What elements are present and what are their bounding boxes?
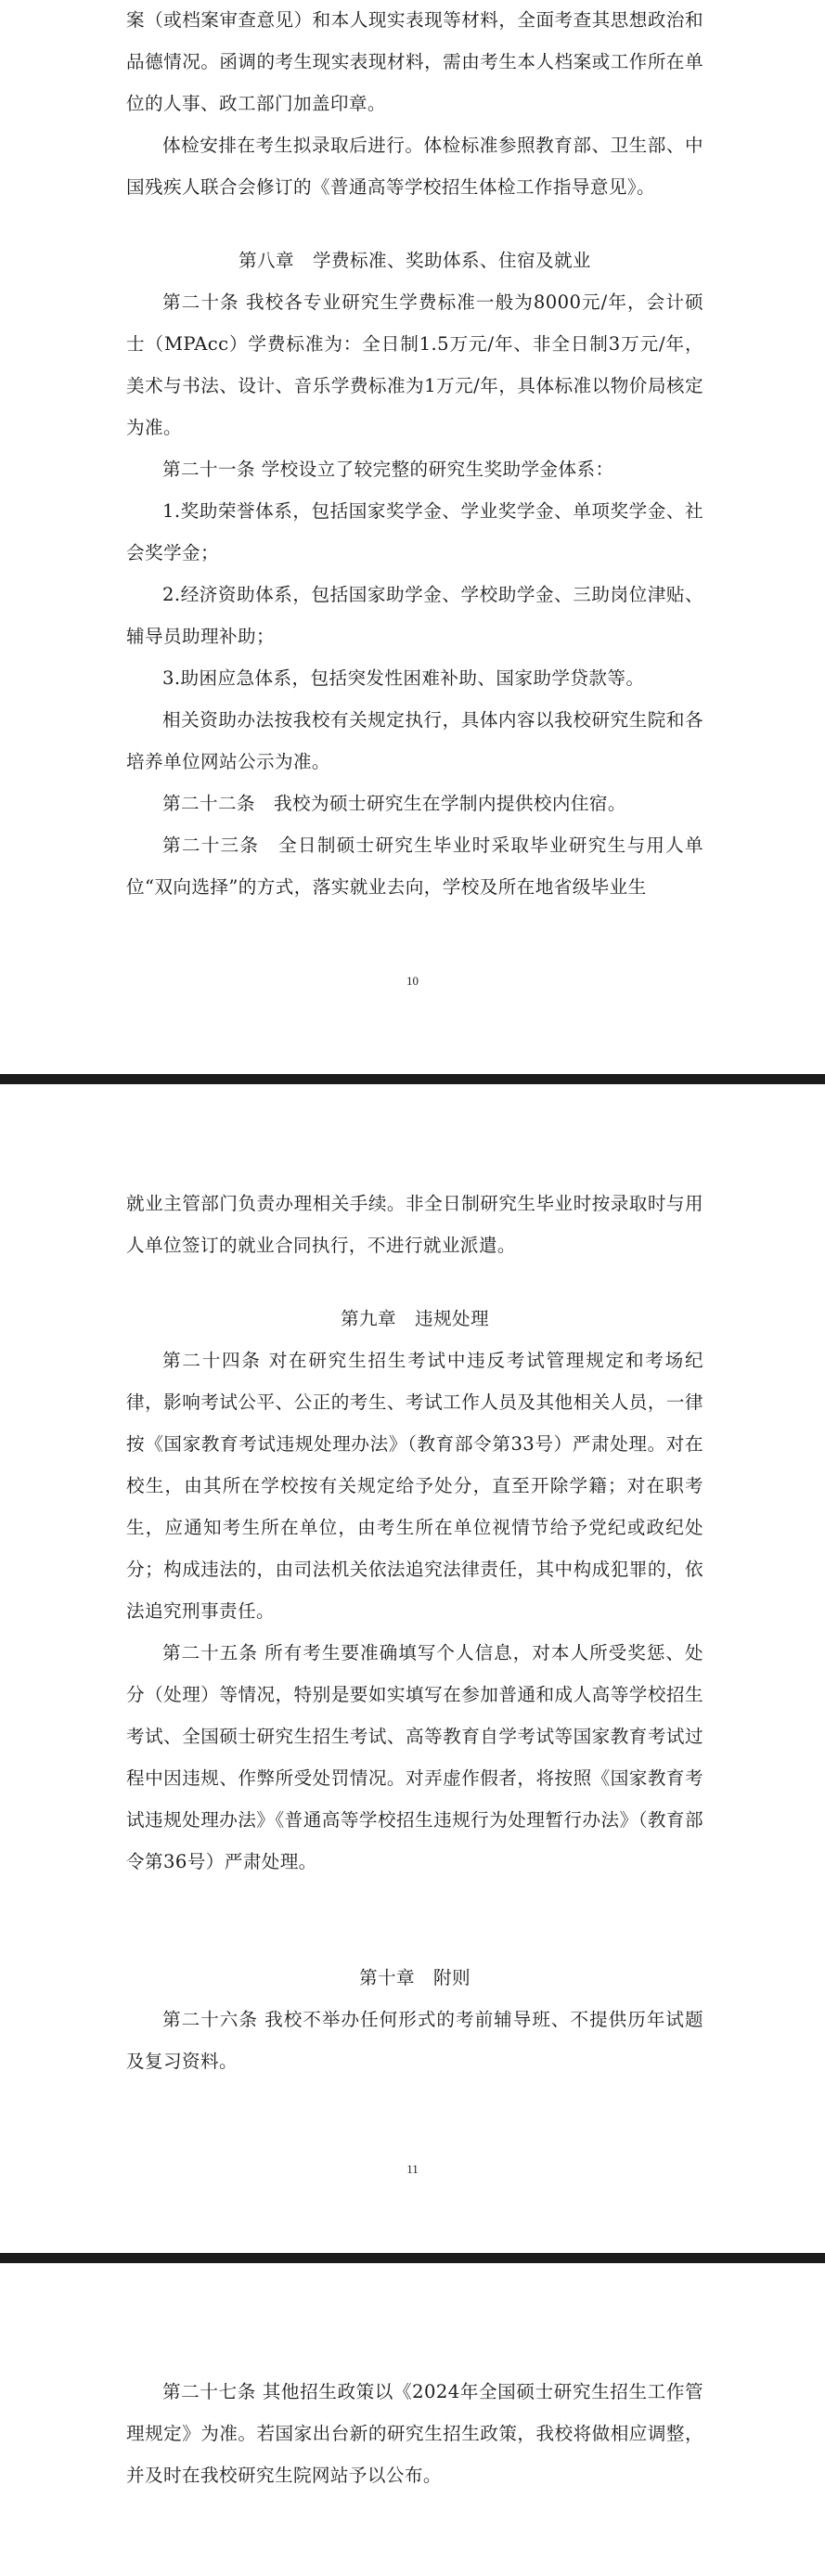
scholarship-item-2: 2.经济资助体系，包括国家助学金、学校助学金、三助岗位津贴、辅导员助理补助； (126, 584, 703, 647)
chapter-8-title: 第八章 学费标准、奖助体系、住宿及就业 (238, 250, 591, 271)
article-20-tuition: 第二十条 我校各专业研究生学费标准一般为8000元/年，会计硕士（MPAcc）学费标准为：全日制1.5万元/年、非全日制3万元/年，美术与书法、设计、音乐学费标准为1万元/年，具体标准以物价局核定为准。 (126, 291, 703, 438)
document-page-11 (0, 1084, 825, 2253)
article-24-violations: 第二十四条 对在研究生招生考试中违反考试管理规定和考场纪律，影响考试公平、公正的考生、考试工作人员及其他相关人员，一律按《国家教育考试违规处理办法》（教育部令第33号）严肃处理。对在校生，由其所在学校按有关规定给予处分，直至开除学籍；对在职考生，应通知考生所在单位，由考生所在单位视情节给予党纪或政纪处分；构成违法的，由司法机关依法追究法律责任，其中构成犯罪的，依法追究刑事责任。 (126, 1350, 703, 1622)
article-25-information: 第二十五条 所有考生要准确填写个人信息，对本人所受奖惩、处分（处理）等情况，特别是要如实填写在参加普通和成人高等学校招生考试、全国硕士研究生招生考试、高等教育自学考试等国家教育考试过程中因违规、作弊所受处罚情况。对弄虚作假者，将按照《国家教育考试违规处理办法》《普通高等学校招生违规行为处理暂行办法》（教育部令第36号）严肃处理。 (126, 1642, 703, 1872)
page-12-body (126, 2371, 703, 2496)
article-21-scholarship-system: 第二十一条 学校设立了较完整的研究生奖助学金体系： (162, 459, 614, 480)
scholarship-item-1: 1.奖助荣誉体系，包括国家奖学金、学业奖学金、单项奖学金、社会奖学金； (126, 500, 703, 563)
document-page-10 (0, 0, 825, 1074)
page-number: 11 (406, 2162, 419, 2176)
document-page-12 (0, 2263, 825, 2576)
chapter-9-title: 第九章 违规处理 (341, 1308, 489, 1329)
article-23-employment: 第二十三条 全日制硕士研究生毕业时采取毕业研究生与用人单位“双向选择”的方式，落实就业去向，学校及所在地省级毕业生 (126, 835, 703, 898)
paragraph-aid-rules: 相关资助办法按我校有关规定执行，具体内容以我校研究生院和各培养单位网站公示为准。 (126, 709, 703, 772)
paragraph-archive-review: 案（或档案审查意见）和本人现实表现等材料，全面考查其思想政治和品德情况。函调的考生现实表现材料，需由考生本人档案或工作所在单位的人事、政工部门加盖印章。 (126, 9, 703, 114)
page-11-body (126, 1183, 703, 2082)
paragraph-employment-continued: 就业主管部门负责办理相关手续。非全日制研究生毕业时按录取时与用人单位签订的就业合同执行，不进行就业派遣。 (126, 1193, 703, 1256)
article-27-other-policies: 第二十七条 其他招生政策以《2024年全国硕士研究生招生工作管理规定》为准。若国家出台新的研究生招生政策，我校将做相应调整，并及时在我校研究生院网站予以公布。 (126, 2381, 703, 2486)
article-26-no-tutoring: 第二十六条 我校不举办任何形式的考前辅导班、不提供历年试题及复习资料。 (126, 2009, 703, 2072)
page-number: 10 (406, 974, 419, 988)
page-10-body (126, 0, 703, 908)
article-22-housing: 第二十二条 我校为硕士研究生在学制内提供校内住宿。 (162, 793, 626, 814)
page-separator (0, 1074, 825, 1084)
scholarship-item-3: 3.助困应急体系，包括突发性困难补助、国家助学贷款等。 (162, 667, 645, 689)
page-separator (0, 2253, 825, 2263)
paragraph-physical-exam: 体检安排在考生拟录取后进行。体检标准参照教育部、卫生部、中国残疾人联合会修订的《普通高等学校招生体检工作指导意见》。 (126, 135, 703, 198)
chapter-10-title: 第十章 附则 (359, 1967, 471, 1988)
